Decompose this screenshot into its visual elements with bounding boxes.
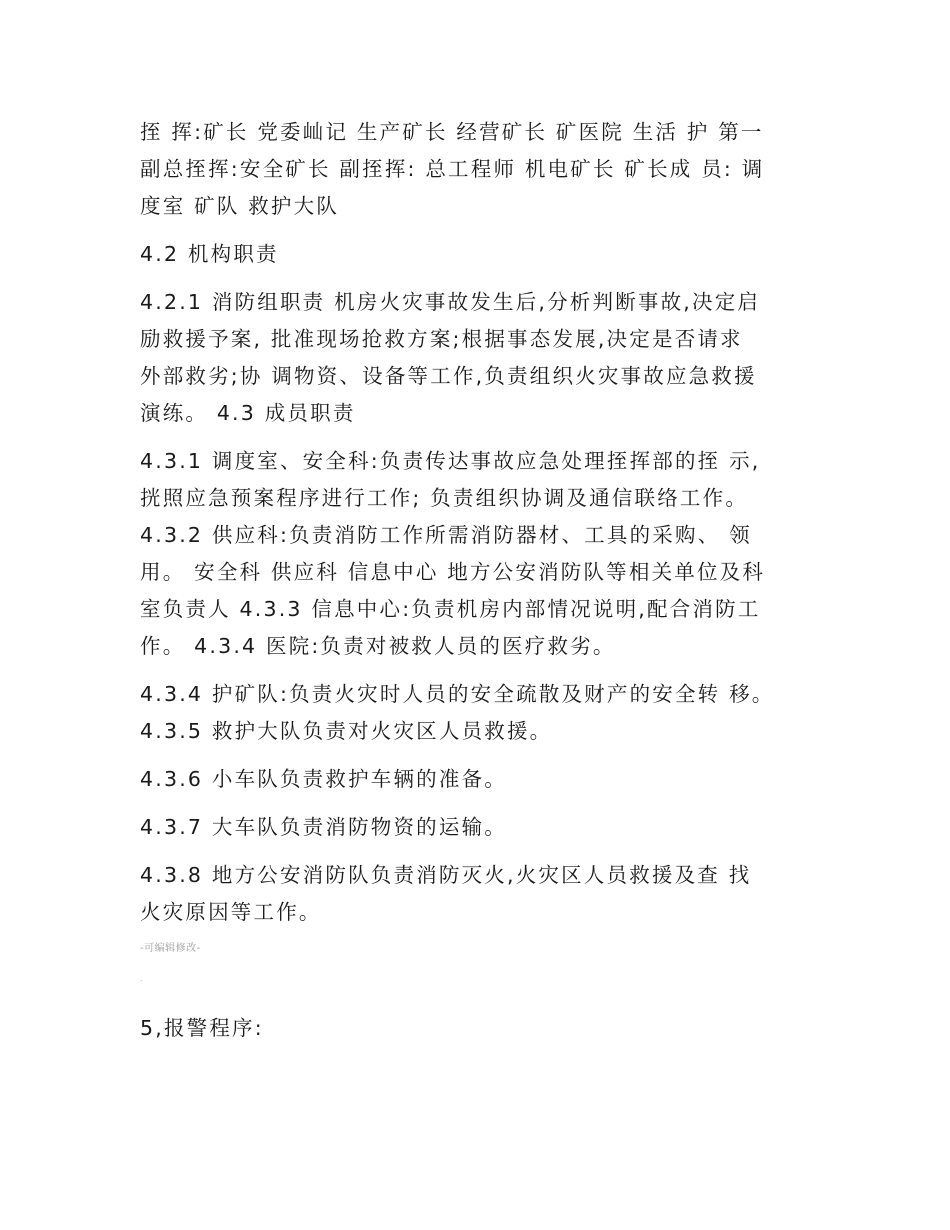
text-line: 作。 4.3.4 医院:负责对被救人员的医疗救劣。 <box>140 634 616 658</box>
heading-4-2 <box>140 236 820 273</box>
text-line: 5,报警程序: <box>140 1016 264 1040</box>
paragraph-4-3-8 <box>140 857 820 931</box>
text-line: 4.2.1 消防组职责 机房火灾事故发生后,分析判断事故,决定启 <box>140 290 761 314</box>
document-page <box>140 114 820 1058</box>
text-line: 励救援予案, 批准现场抢救方案;根据事态发展,决定是否请求 <box>140 327 743 351</box>
text-line: 副总挃挥:安全矿长 副挃挥: 总工程师 机电矿长 矿长成 员: 调 <box>140 157 765 181</box>
text-line: 4.3.7 大车队负责消防物资的运输。 <box>140 815 507 839</box>
text-line: 火灾原因等工作。 <box>140 900 322 924</box>
text-line: 用。 安全科 供应科 信息中心 地方公安消防队等相关单位及科 <box>140 560 766 584</box>
editable-note: -可编辑修改- <box>140 943 201 954</box>
paragraph-command-structure <box>140 114 820 225</box>
page-dot: . <box>140 974 143 983</box>
text-line: 4.3.1 调度室、安全科:负责传达事故应急处理挃挥部的挃 示, <box>140 449 761 473</box>
paragraph-4-3-4 <box>140 676 820 750</box>
paragraph-4-3-7 <box>140 809 820 846</box>
text-line: 4.3.4 护矿队:负责火灾时人员的安全疏散及财产的安全转 移。 <box>140 682 775 706</box>
paragraph-4-3-1 <box>140 443 820 665</box>
text-line: 度室 矿队 救护大队 <box>140 194 340 218</box>
text-line: 4.3.2 供应科:负责消防工作所需消防器材、工具的采购、 领 <box>140 523 752 547</box>
text-line: 挃 挥:矿长 党委屾记 生产矿长 经营矿长 矿医院 生活 护 第一 <box>140 120 764 144</box>
text-line: 挄照应急预案程序进行工作; 负责组织协调及通信联络工作。 <box>140 486 749 510</box>
section-title-alarm-procedure <box>140 1010 820 1047</box>
text-line: 演练。 4.3 成员职责 <box>140 401 356 425</box>
paragraph-4-3-6 <box>140 761 820 798</box>
text-line: 4.3.5 救护大队负责对火灾区人员救援。 <box>140 719 553 743</box>
text-line: 4.3.8 地方公安消防队负责消防灭火,火灾区人员救援及查 找 <box>140 863 752 887</box>
text-line: 4.3.6 小车队负责救护车辆的准备。 <box>140 767 507 791</box>
paragraph-4-2-1 <box>140 284 820 432</box>
text-line: 室负责人 4.3.3 信息中心:负责机房内部情况说明,配合消防工 <box>140 597 761 621</box>
text-line: 外部救劣;协 调物资、设备等工作,负责组织火灾事故应急救援 <box>140 364 757 388</box>
text-line: 4.2 机构职责 <box>140 242 279 266</box>
